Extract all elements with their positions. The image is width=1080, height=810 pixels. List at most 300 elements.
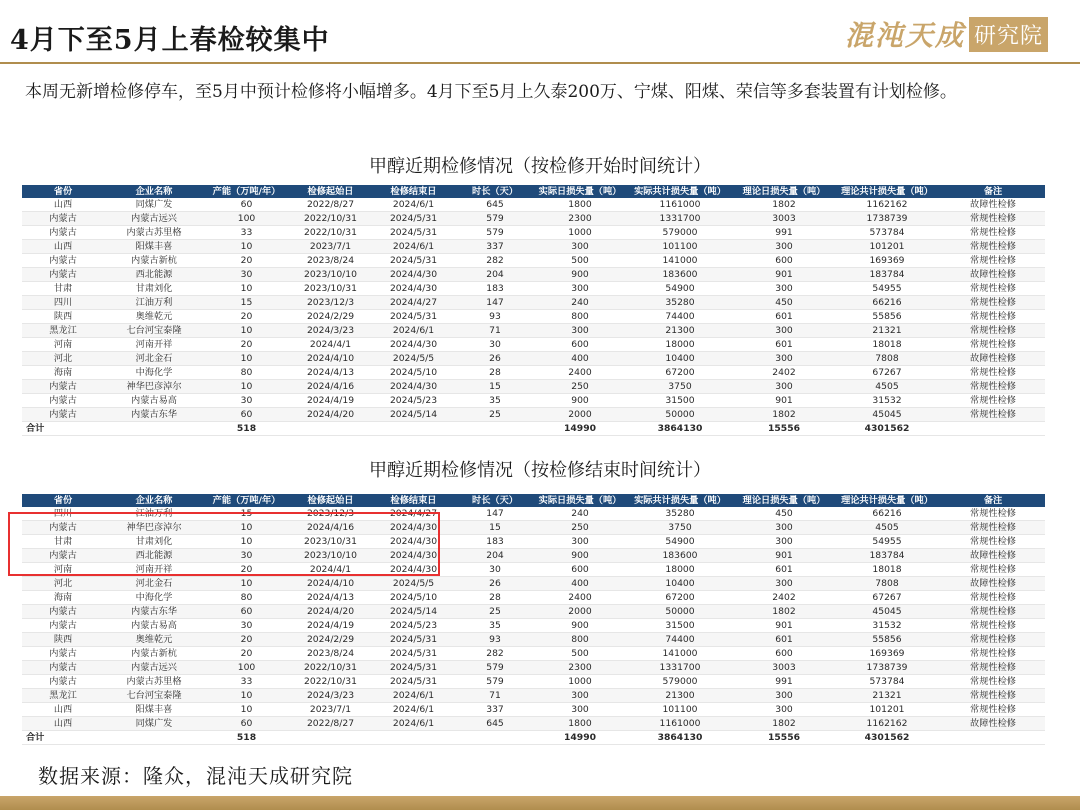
table-cell: 2024/3/23 (289, 324, 372, 338)
table-cell: 2024/4/16 (289, 380, 372, 394)
table-cell: 67267 (833, 591, 941, 605)
table-cell: 内蒙古东华 (104, 605, 204, 619)
table-cell: 28 (455, 366, 535, 380)
table-cell: 300 (535, 535, 625, 549)
table-cell: 15 (204, 507, 289, 521)
table-cell: 内蒙古远兴 (104, 661, 204, 675)
table-cell: 518 (204, 422, 289, 436)
table-cell: 常规性检修 (941, 535, 1045, 549)
table-cell: 2024/4/1 (289, 338, 372, 352)
table-cell: 573784 (833, 675, 941, 689)
table-cell: 183600 (625, 549, 735, 563)
table-cell: 579000 (625, 675, 735, 689)
column-header: 产能（万吨/年） (204, 494, 289, 507)
table-cell: 常规性检修 (941, 408, 1045, 422)
table-cell: 2024/4/10 (289, 577, 372, 591)
table-cell: 1738739 (833, 212, 941, 226)
table-cell: 300 (535, 282, 625, 296)
column-header: 省份 (22, 185, 104, 198)
table-cell: 2300 (535, 212, 625, 226)
table-cell: 1800 (535, 198, 625, 212)
table-cell: 2024/4/30 (372, 563, 455, 577)
table-cell: 山西 (22, 198, 104, 212)
table-cell: 67200 (625, 366, 735, 380)
table-cell: 10 (204, 380, 289, 394)
table-row (22, 591, 1045, 605)
table-cell (941, 731, 1045, 745)
table-cell: 常规性检修 (941, 591, 1045, 605)
table-cell: 20 (204, 647, 289, 661)
table-cell: 337 (455, 240, 535, 254)
table-cell: 2024/4/27 (372, 507, 455, 521)
table-cell: 35 (455, 394, 535, 408)
table-cell: 2024/4/19 (289, 619, 372, 633)
table-cell: 645 (455, 717, 535, 731)
table-cell: 55856 (833, 310, 941, 324)
table-cell: 甘肃 (22, 282, 104, 296)
table-cell: 河北金石 (104, 352, 204, 366)
table-cell: 故障性检修 (941, 352, 1045, 366)
table-cell: 故障性检修 (941, 198, 1045, 212)
table-cell: 74400 (625, 310, 735, 324)
column-header: 理论共计损失量（吨） (833, 185, 941, 198)
table-cell: 阳煤丰喜 (104, 240, 204, 254)
table-cell: 300 (535, 689, 625, 703)
table-cell: 2024/5/31 (372, 647, 455, 661)
table-cell: 300 (735, 521, 833, 535)
table-cell: 河南开祥 (104, 563, 204, 577)
table-cell: 同煤广发 (104, 717, 204, 731)
table-cell: 内蒙古苏里格 (104, 675, 204, 689)
table-cell: 奥维乾元 (104, 310, 204, 324)
table-cell: 2024/3/23 (289, 689, 372, 703)
table-cell: 2402 (735, 366, 833, 380)
table-cell: 2024/5/14 (372, 408, 455, 422)
table-cell: 1000 (535, 675, 625, 689)
table-cell: 1331700 (625, 212, 735, 226)
table-cell: 20 (204, 254, 289, 268)
table-cell: 内蒙古 (22, 675, 104, 689)
table-cell: 阳煤丰喜 (104, 703, 204, 717)
table-cell: 25 (455, 408, 535, 422)
table-cell: 2023/7/1 (289, 703, 372, 717)
table-cell: 常规性检修 (941, 296, 1045, 310)
table-cell: 54955 (833, 282, 941, 296)
table-cell: 31532 (833, 394, 941, 408)
table-cell (104, 731, 204, 745)
table-cell: 内蒙古 (22, 212, 104, 226)
table-cell: 600 (735, 254, 833, 268)
table-cell: 55856 (833, 633, 941, 647)
table-cell: 2024/5/10 (372, 366, 455, 380)
table-cell: 45045 (833, 605, 941, 619)
table-cell: 2024/6/1 (372, 717, 455, 731)
table-cell: 2024/5/31 (372, 633, 455, 647)
table-cell: 601 (735, 633, 833, 647)
table-cell: 2024/4/30 (372, 549, 455, 563)
table1-header-row (22, 185, 1045, 198)
table-cell: 10 (204, 689, 289, 703)
table-cell: 300 (735, 689, 833, 703)
table-cell: 内蒙古新杭 (104, 254, 204, 268)
table-cell (455, 731, 535, 745)
table-cell: 2022/8/27 (289, 198, 372, 212)
table-cell: 2023/10/31 (289, 282, 372, 296)
table-cell: 300 (735, 535, 833, 549)
table-cell: 573784 (833, 226, 941, 240)
data-source: 数据来源：隆众，混沌天成研究院 (38, 764, 353, 788)
table-cell: 50000 (625, 605, 735, 619)
table-cell: 2024/4/19 (289, 394, 372, 408)
table-cell: 山西 (22, 717, 104, 731)
table-cell: 20 (204, 310, 289, 324)
table-cell: 2024/5/31 (372, 310, 455, 324)
table-cell (372, 731, 455, 745)
table-cell: 3864130 (625, 731, 735, 745)
table-cell: 183600 (625, 268, 735, 282)
table-cell: 2024/4/20 (289, 408, 372, 422)
table-cell: 陕西 (22, 310, 104, 324)
table-cell: 300 (735, 352, 833, 366)
table-cell: 10 (204, 324, 289, 338)
table-cell: 甘肃刘化 (104, 282, 204, 296)
table-cell: 2024/5/31 (372, 254, 455, 268)
table-cell: 67200 (625, 591, 735, 605)
table-cell: 故障性检修 (941, 268, 1045, 282)
column-header: 实际日损失量（吨） (535, 185, 625, 198)
table-cell: 神华巴彦淖尔 (104, 380, 204, 394)
table-row (22, 675, 1045, 689)
table-cell: 60 (204, 717, 289, 731)
table-cell: 3003 (735, 212, 833, 226)
table-cell: 30 (204, 619, 289, 633)
table-cell: 15556 (735, 731, 833, 745)
table-cell: 3864130 (625, 422, 735, 436)
table-cell: 常规性检修 (941, 324, 1045, 338)
table-row (22, 689, 1045, 703)
table-cell: 101201 (833, 240, 941, 254)
table-cell: 282 (455, 254, 535, 268)
table-cell: 169369 (833, 254, 941, 268)
table-cell: 169369 (833, 647, 941, 661)
table-cell: 18018 (833, 338, 941, 352)
table-cell: 800 (535, 310, 625, 324)
table-cell: 2024/4/1 (289, 563, 372, 577)
table-cell: 2023/10/10 (289, 268, 372, 282)
slide-title: 4月下至5月上春检较集中 (10, 25, 330, 56)
table-row (22, 352, 1045, 366)
table-cell: 141000 (625, 254, 735, 268)
table-cell: 河南开祥 (104, 338, 204, 352)
table-cell: 2400 (535, 591, 625, 605)
table-cell: 300 (535, 703, 625, 717)
table-cell: 江油万利 (104, 296, 204, 310)
table-cell: 2023/8/24 (289, 647, 372, 661)
table-cell: 400 (535, 577, 625, 591)
table-cell: 14990 (535, 422, 625, 436)
table-cell: 80 (204, 366, 289, 380)
table-cell: 18000 (625, 563, 735, 577)
table2-header-row (22, 494, 1045, 507)
table-row (22, 212, 1045, 226)
table-row (22, 338, 1045, 352)
table-cell: 4505 (833, 380, 941, 394)
table-cell: 30 (204, 549, 289, 563)
table-cell: 300 (735, 577, 833, 591)
table-cell: 中海化学 (104, 591, 204, 605)
table-cell: 300 (535, 324, 625, 338)
table-cell: 常规性检修 (941, 282, 1045, 296)
table-cell: 内蒙古 (22, 394, 104, 408)
table-cell: 常规性检修 (941, 380, 1045, 394)
table-row (22, 394, 1045, 408)
table-row (22, 633, 1045, 647)
table-cell: 991 (735, 675, 833, 689)
table-cell: 常规性检修 (941, 633, 1045, 647)
summary-text: 本周无新增检修停车，至5月中预计检修将小幅增多。4月下至5月上久泰200万、宁煤、阳煤、荣信等多套装置有计划检修。 (25, 82, 957, 102)
table-cell: 2024/4/30 (372, 521, 455, 535)
table-cell: 579000 (625, 226, 735, 240)
table-cell (289, 422, 372, 436)
table-cell: 45045 (833, 408, 941, 422)
table-cell: 2024/6/1 (372, 703, 455, 717)
table-cell: 西北能源 (104, 268, 204, 282)
table-cell: 33 (204, 226, 289, 240)
table-cell: 71 (455, 324, 535, 338)
table-cell (941, 422, 1045, 436)
column-header: 理论日损失量（吨） (735, 185, 833, 198)
table-cell: 10 (204, 577, 289, 591)
table-cell: 26 (455, 352, 535, 366)
table-cell: 2024/4/13 (289, 366, 372, 380)
table-cell: 601 (735, 563, 833, 577)
table-cell: 579 (455, 661, 535, 675)
table-row (22, 408, 1045, 422)
table-cell: 2024/5/5 (372, 577, 455, 591)
table-cell: 337 (455, 703, 535, 717)
table-cell: 2000 (535, 605, 625, 619)
table-cell: 中海化学 (104, 366, 204, 380)
logo-box-text: 研究院 (969, 17, 1048, 52)
table-row (22, 717, 1045, 731)
column-header: 实际共计损失量（吨） (625, 494, 735, 507)
table-cell (455, 422, 535, 436)
table-cell: 901 (735, 619, 833, 633)
table-cell: 1000 (535, 226, 625, 240)
table-cell: 54900 (625, 535, 735, 549)
table-cell: 2024/5/31 (372, 226, 455, 240)
table-cell: 4301562 (833, 422, 941, 436)
table-cell: 七台河宝泰隆 (104, 689, 204, 703)
column-header: 理论共计损失量（吨） (833, 494, 941, 507)
table-cell: 101100 (625, 240, 735, 254)
table-cell: 21300 (625, 324, 735, 338)
table-cell: 147 (455, 296, 535, 310)
table-cell (372, 422, 455, 436)
table-cell: 30 (204, 268, 289, 282)
column-header: 企业名称 (104, 185, 204, 198)
maintenance-table-by-start (22, 185, 1045, 436)
table-cell: 15 (455, 521, 535, 535)
table-cell: 河北金石 (104, 577, 204, 591)
table-row (22, 605, 1045, 619)
table-cell: 2024/4/27 (372, 296, 455, 310)
table-cell: 常规性检修 (941, 310, 1045, 324)
table-cell: 300 (535, 240, 625, 254)
table-cell: 2024/6/1 (372, 240, 455, 254)
table-cell: 30 (204, 394, 289, 408)
table-cell: 141000 (625, 647, 735, 661)
table1-body (22, 198, 1045, 436)
table-cell: 常规性检修 (941, 521, 1045, 535)
table-cell: 900 (535, 268, 625, 282)
table-cell: 内蒙古新杭 (104, 647, 204, 661)
table-cell: 常规性检修 (941, 507, 1045, 521)
table-row (22, 577, 1045, 591)
table-cell: 282 (455, 647, 535, 661)
column-header: 备注 (941, 494, 1045, 507)
table-row (22, 282, 1045, 296)
table-row (22, 619, 1045, 633)
table-cell: 901 (735, 394, 833, 408)
table-cell: 33 (204, 675, 289, 689)
table-cell: 4301562 (833, 731, 941, 745)
table-row (22, 240, 1045, 254)
table-cell: 常规性检修 (941, 212, 1045, 226)
table-cell: 常规性检修 (941, 661, 1045, 675)
table-cell: 80 (204, 591, 289, 605)
table-cell: 101201 (833, 703, 941, 717)
table-cell: 2024/6/1 (372, 324, 455, 338)
table-cell: 2023/8/24 (289, 254, 372, 268)
table-cell: 2300 (535, 661, 625, 675)
table-cell: 七台河宝泰隆 (104, 324, 204, 338)
column-header: 时长（天） (455, 494, 535, 507)
table-cell: 10 (204, 703, 289, 717)
table-cell: 579 (455, 212, 535, 226)
table-cell: 2022/10/31 (289, 661, 372, 675)
table-cell: 15 (204, 296, 289, 310)
table-row (22, 296, 1045, 310)
table-cell: 同煤广发 (104, 198, 204, 212)
table-row (22, 366, 1045, 380)
table-cell: 内蒙古 (22, 647, 104, 661)
table-cell: 3750 (625, 521, 735, 535)
table-cell: 内蒙古 (22, 549, 104, 563)
table-cell: 21321 (833, 324, 941, 338)
table-cell: 14990 (535, 731, 625, 745)
table-cell: 1331700 (625, 661, 735, 675)
table-cell: 内蒙古 (22, 254, 104, 268)
table-cell: 2024/5/10 (372, 591, 455, 605)
table-cell: 2024/2/29 (289, 633, 372, 647)
table-cell: 183784 (833, 268, 941, 282)
table-cell: 内蒙古 (22, 605, 104, 619)
table-cell: 常规性检修 (941, 689, 1045, 703)
table-cell: 2023/10/10 (289, 549, 372, 563)
table-cell: 2024/4/16 (289, 521, 372, 535)
table-cell (289, 731, 372, 745)
footer-band (0, 796, 1080, 810)
table-cell: 2024/6/1 (372, 689, 455, 703)
table-cell: 2024/5/31 (372, 661, 455, 675)
table-cell: 18000 (625, 338, 735, 352)
table-cell (104, 422, 204, 436)
table-cell: 2024/2/29 (289, 310, 372, 324)
table-cell: 204 (455, 549, 535, 563)
table-cell: 66216 (833, 296, 941, 310)
table-cell: 2024/4/30 (372, 282, 455, 296)
table-cell: 31500 (625, 619, 735, 633)
table-row (22, 310, 1045, 324)
table-cell: 1802 (735, 198, 833, 212)
table-cell: 26 (455, 577, 535, 591)
table-cell: 2024/4/30 (372, 380, 455, 394)
table-cell: 内蒙古 (22, 661, 104, 675)
table-cell: 450 (735, 296, 833, 310)
table-row (22, 198, 1045, 212)
total-row (22, 731, 1045, 745)
table-cell: 991 (735, 226, 833, 240)
table-cell: 2024/4/13 (289, 591, 372, 605)
table-cell: 2024/5/5 (372, 352, 455, 366)
table-cell: 240 (535, 296, 625, 310)
table-cell: 故障性检修 (941, 549, 1045, 563)
table-cell: 2024/5/23 (372, 619, 455, 633)
table-cell: 1802 (735, 717, 833, 731)
table-cell: 500 (535, 647, 625, 661)
table-cell: 神华巴彦淖尔 (104, 521, 204, 535)
table2-title: 甲醇近期检修情况（按检修结束时间统计） (369, 460, 711, 481)
table-cell: 21300 (625, 689, 735, 703)
table-cell: 2023/12/3 (289, 296, 372, 310)
table-cell: 20 (204, 338, 289, 352)
table-cell: 2022/10/31 (289, 212, 372, 226)
table-cell: 2024/4/30 (372, 268, 455, 282)
table-cell: 内蒙古易高 (104, 619, 204, 633)
table-cell: 故障性检修 (941, 577, 1045, 591)
table-cell: 10 (204, 240, 289, 254)
table-cell: 600 (535, 338, 625, 352)
table-cell: 2024/4/30 (372, 535, 455, 549)
table-cell: 204 (455, 268, 535, 282)
table-cell: 100 (204, 212, 289, 226)
table-cell: 1161000 (625, 717, 735, 731)
column-header: 检修结束日 (372, 494, 455, 507)
table-cell: 1800 (535, 717, 625, 731)
table-cell: 50000 (625, 408, 735, 422)
table-cell: 147 (455, 507, 535, 521)
table-cell: 黑龙江 (22, 689, 104, 703)
table-cell: 甘肃 (22, 535, 104, 549)
table-cell: 2024/5/31 (372, 212, 455, 226)
table-cell: 2402 (735, 591, 833, 605)
table-cell: 67267 (833, 366, 941, 380)
table-cell: 10 (204, 521, 289, 535)
table-cell: 901 (735, 268, 833, 282)
table-cell: 93 (455, 310, 535, 324)
table-cell: 3750 (625, 380, 735, 394)
table-cell: 1162162 (833, 198, 941, 212)
table-cell: 四川 (22, 296, 104, 310)
table-cell: 7808 (833, 352, 941, 366)
table-cell: 35 (455, 619, 535, 633)
table-cell: 四川 (22, 507, 104, 521)
table-row (22, 661, 1045, 675)
table-cell: 100 (204, 661, 289, 675)
table-cell: 579 (455, 226, 535, 240)
table-cell: 内蒙古 (22, 521, 104, 535)
